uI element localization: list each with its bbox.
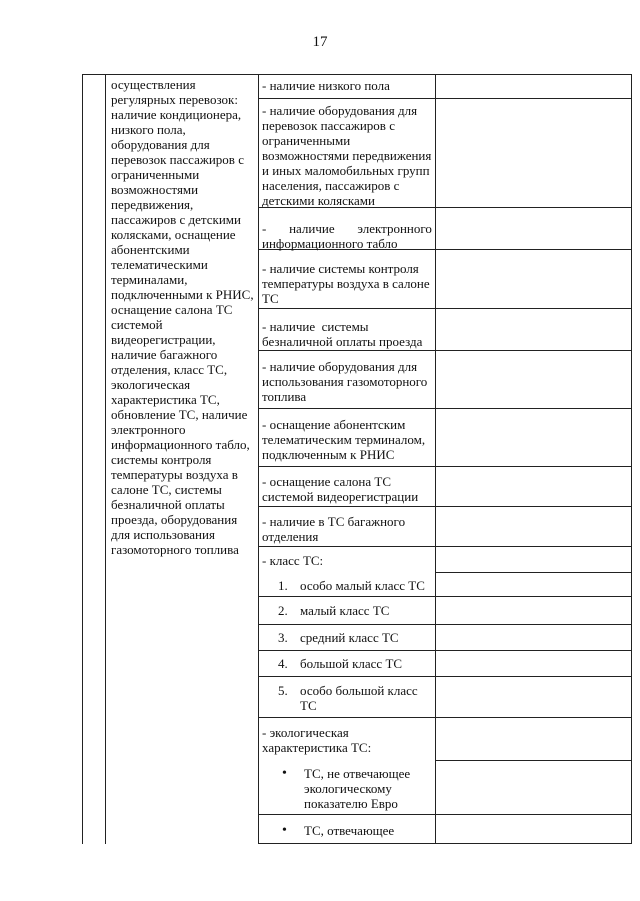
- description-line: температуры воздуха в: [111, 467, 238, 482]
- description-line: системой: [111, 317, 163, 332]
- item-number: 4.: [278, 656, 288, 671]
- description-line: наличие кондиционера,: [111, 107, 242, 122]
- criterion-line: телематическим терминалом,: [262, 432, 426, 447]
- criterion-line: - оснащение салона ТС: [262, 474, 392, 489]
- criterion-line: - наличие электронного: [262, 221, 432, 236]
- row-divider: [435, 572, 632, 573]
- item-text: большой класс ТС: [300, 656, 403, 671]
- bullet-icon: •: [282, 823, 287, 838]
- criterion-line: информационного табло: [262, 236, 398, 251]
- item-number: 5.: [278, 683, 288, 698]
- row-divider: [258, 466, 632, 467]
- criterion-low-floor: [262, 78, 434, 93]
- page-number: 17: [312, 34, 328, 50]
- column-divider-1: [105, 74, 106, 844]
- description-line: салоне ТС, системы: [111, 482, 222, 497]
- criterion-temperature: [262, 261, 434, 306]
- item-text: ТС: [300, 698, 317, 713]
- criterion-line: использования газомоторного: [262, 374, 428, 389]
- criterion-line: отделения: [262, 529, 319, 544]
- row-divider: [258, 624, 632, 625]
- criterion-line: - наличие оборудования для: [262, 103, 418, 118]
- criterion-line: - наличие системы контроля: [262, 261, 419, 276]
- row-divider: [258, 596, 632, 597]
- description-line: экологическая: [111, 377, 191, 392]
- description-line: для использования: [111, 527, 215, 542]
- row-divider: [435, 760, 632, 761]
- row-divider: [258, 814, 632, 815]
- description-line: обновление ТС, наличие: [111, 407, 248, 422]
- description-line: системы контроля: [111, 452, 212, 467]
- row-divider: [258, 98, 632, 99]
- description-line: терминалами,: [111, 272, 188, 287]
- eco-item-line: показателю Евро: [304, 796, 398, 811]
- criteria-table: [82, 74, 632, 844]
- description-line: проезда, оборудования: [111, 512, 238, 527]
- criterion-line: возможностями передвижения: [262, 148, 432, 163]
- criterion-info-board: [262, 221, 434, 251]
- criterion-gas-equipment: [262, 359, 434, 404]
- row-divider: [258, 546, 632, 547]
- bullet-icon: •: [282, 766, 287, 781]
- table-border-bottom: [258, 843, 632, 844]
- criterion-luggage: [262, 514, 434, 544]
- criterion-line: - наличие низкого пола: [262, 78, 390, 93]
- criterion-line: и иных маломобильных групп: [262, 163, 430, 178]
- description-line: видеорегистрации,: [111, 332, 216, 347]
- table-border-right: [631, 74, 632, 844]
- criterion-terminal: [262, 417, 434, 462]
- criterion-line: населения, пассажиров с: [262, 178, 400, 193]
- description-line: возможностями: [111, 182, 199, 197]
- column-divider-3: [435, 74, 436, 844]
- criterion-line: ТС: [262, 291, 279, 306]
- criterion-line: подключенным к РНИС: [262, 447, 395, 462]
- description-line: электронного: [111, 422, 186, 437]
- eco-item-line: ТС, отвечающее: [304, 823, 395, 838]
- criterion-disabled-equipment: [262, 103, 434, 208]
- criterion-line: - наличие в ТС багажного: [262, 514, 406, 529]
- description-line: пассажиров с детскими: [111, 212, 241, 227]
- description-line: оборудования для: [111, 137, 210, 152]
- description-line: информационного табло,: [111, 437, 250, 452]
- description-line: передвижения,: [111, 197, 194, 212]
- criterion-line: безналичной оплаты проезда: [262, 334, 423, 349]
- description-line: абонентскими: [111, 242, 190, 257]
- criterion-line: - оснащение абонентским: [262, 417, 406, 432]
- vehicle-class-item: [278, 683, 434, 715]
- criterion-line: характеристика ТС:: [262, 740, 372, 755]
- criterion-line: - наличие оборудования для: [262, 359, 418, 374]
- description-line: подключенными к РНИС,: [111, 287, 254, 302]
- item-text: малый класс ТС: [300, 603, 390, 618]
- row-divider: [258, 350, 632, 351]
- eco-header: [262, 725, 434, 755]
- criterion-line: перевозок пассажиров с: [262, 118, 395, 133]
- row-divider: [258, 717, 632, 718]
- criterion-cashless: [262, 319, 434, 349]
- item-number: 3.: [278, 630, 288, 645]
- description-line: низкого пола,: [111, 122, 186, 137]
- column-divider-2: [258, 74, 259, 844]
- row-divider: [258, 506, 632, 507]
- item-text: средний класс ТС: [300, 630, 399, 645]
- description-line: ограниченными: [111, 167, 200, 182]
- row-divider: [258, 676, 632, 677]
- criterion-video: [262, 474, 434, 504]
- criterion-line: детскими колясками: [262, 193, 375, 208]
- description-line: перевозок пассажиров с: [111, 152, 244, 167]
- table-border-top: [82, 74, 632, 75]
- description-line: отделения, класс ТС,: [111, 362, 228, 377]
- description-line: оснащение салона ТС: [111, 302, 233, 317]
- item-number: 1.: [278, 578, 288, 593]
- table-border-left: [82, 74, 83, 844]
- description-line: газомоторного топлива: [111, 542, 239, 557]
- vehicle-class-header: - класс ТС:: [262, 553, 324, 568]
- row-divider: [258, 308, 632, 309]
- criterion-line: температуры воздуха в салоне: [262, 276, 430, 291]
- row-divider: [258, 408, 632, 409]
- description-line: характеристика ТС,: [111, 392, 220, 407]
- description-line: телематическими: [111, 257, 208, 272]
- description-line: безналичной оплаты: [111, 497, 225, 512]
- description-text: [111, 77, 256, 557]
- criterion-line: ограниченными: [262, 133, 351, 148]
- description-line: колясками, оснащение: [111, 227, 236, 242]
- item-text: особо большой класс: [300, 683, 418, 698]
- eco-item-line: экологическому: [304, 781, 392, 796]
- description-line: наличие багажного: [111, 347, 218, 362]
- criterion-line: - наличие системы: [262, 319, 369, 334]
- criterion-line: - экологическая: [262, 725, 349, 740]
- criterion-line: системой видеорегистрации: [262, 489, 419, 504]
- item-text: особо малый класс ТС: [300, 578, 425, 593]
- eco-item-line: ТС, не отвечающее: [304, 766, 411, 781]
- row-divider: [258, 650, 632, 651]
- description-line: регулярных перевозок:: [111, 92, 238, 107]
- description-line: осуществления: [111, 77, 196, 92]
- criterion-line: топлива: [262, 389, 307, 404]
- item-number: 2.: [278, 603, 288, 618]
